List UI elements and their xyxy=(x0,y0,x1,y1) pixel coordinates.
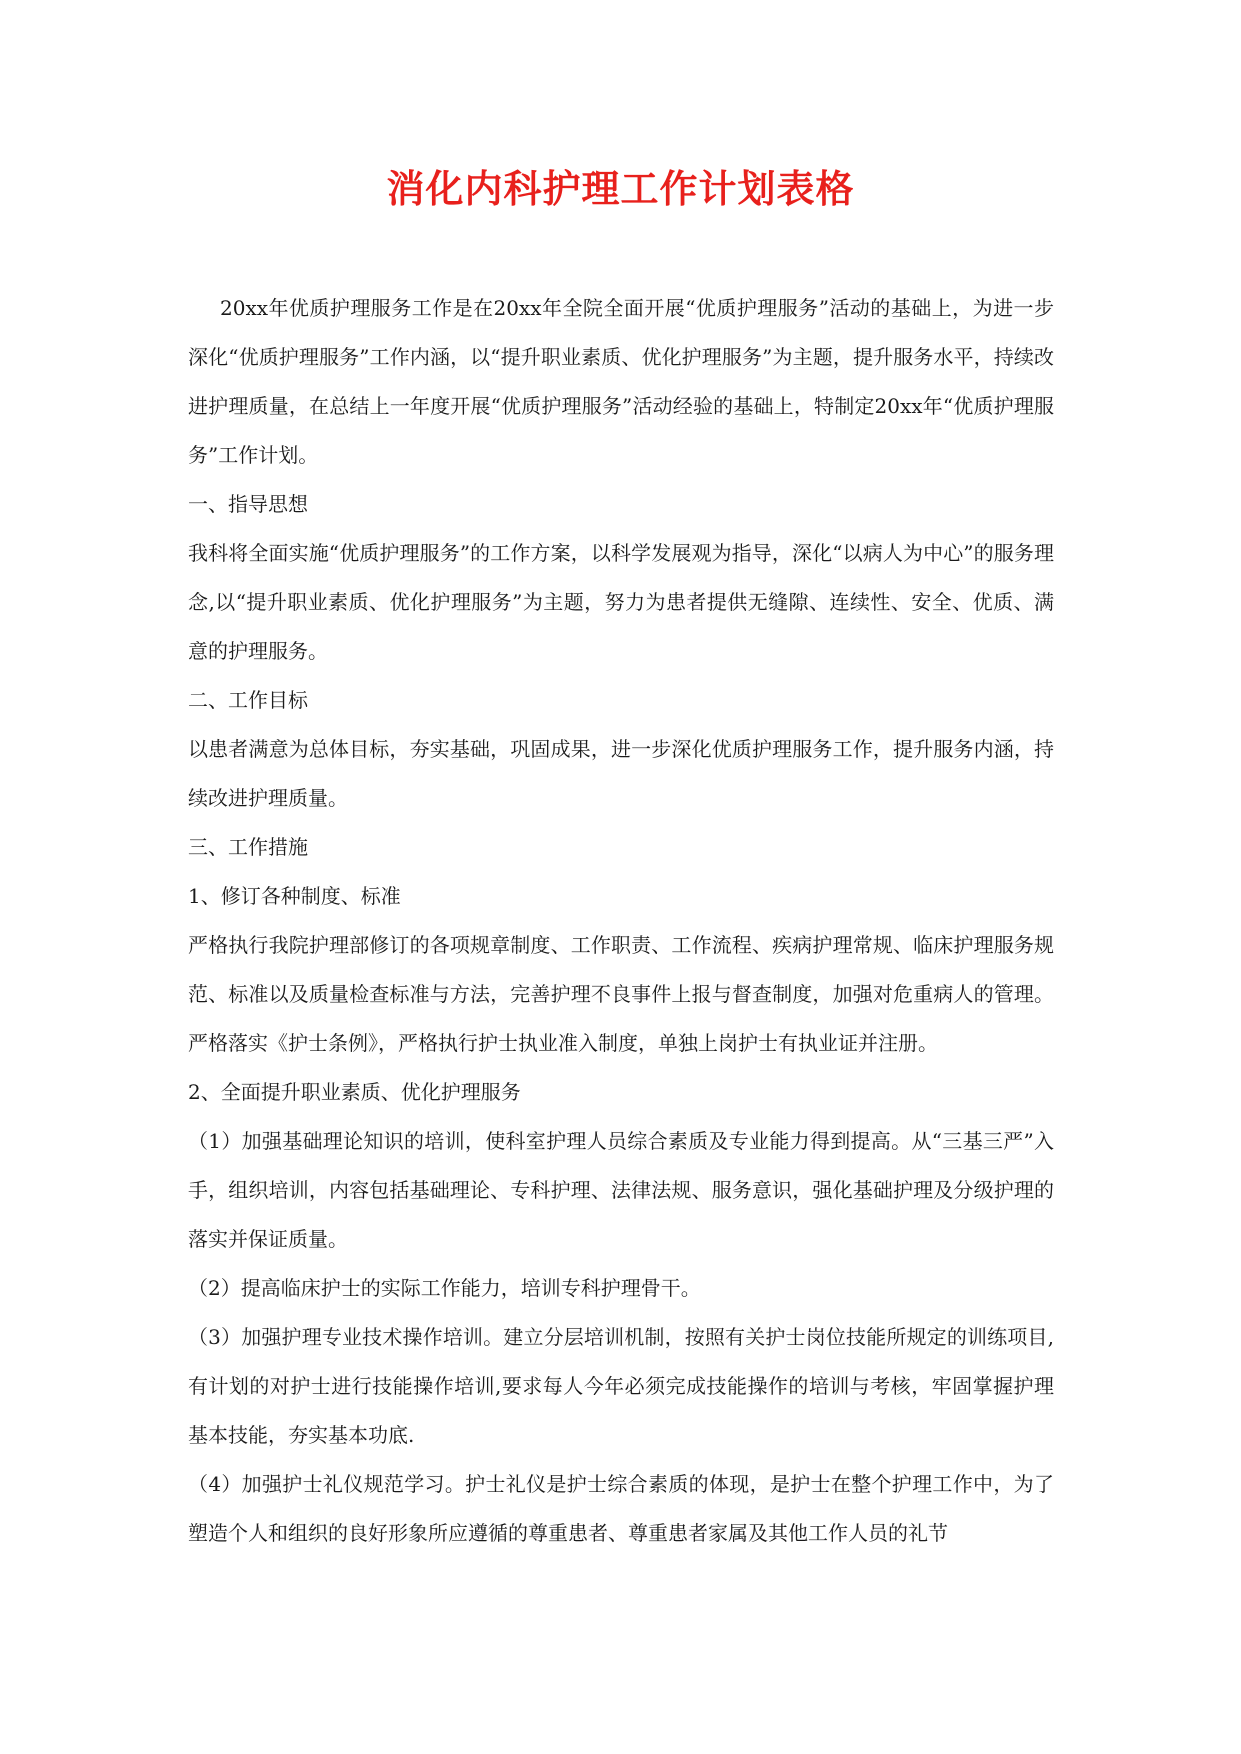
measure-heading-revise-systems: 1、修订各种制度、标准 xyxy=(188,884,401,908)
section-heading-guiding-ideology: 一、指导思想 xyxy=(188,492,308,516)
document-body xyxy=(188,284,1054,1558)
document-title: 消化内科护理工作计划表格 xyxy=(386,166,855,211)
list-item: （3）加强护理专业技术操作培训。建立分层培训机制，按照有关护士岗位技能所规定的训练项目,有计划的对护士进行技能操作培训,要求每人今年必须完成技能操作的培训与考核，牢固掌握护理基本技能，夯实基本功底. xyxy=(188,1325,1054,1447)
section-heading-work-goals: 二、工作目标 xyxy=(188,688,308,712)
list-item: （1）加强基础理论知识的培训，使科室护理人员综合素质及专业能力得到提高。从“三基三严”入手，组织培训，内容包括基础理论、专科护理、法律法规、服务意识，强化基础护理及分级护理的落实并保证质量。 xyxy=(188,1129,1054,1251)
section-text-work-goals: 以患者满意为总体目标，夯实基础，巩固成果，进一步深化优质护理服务工作，提升服务内涵，持续改进护理质量。 xyxy=(188,737,1054,810)
list-item: （2）提高临床护士的实际工作能力，培训专科护理骨干。 xyxy=(188,1276,701,1300)
measure-text-revise-systems: 严格执行我院护理部修订的各项规章制度、工作职责、工作流程、疾病护理常规、临床护理服务规范、标准以及质量检查标准与方法，完善护理不良事件上报与督查制度，加强对危重病人的管理。严格落实《护士条例》，严格执行护士执业准入制度，单独上岗护士有执业证并注册。 xyxy=(188,933,1054,1055)
section-heading-work-measures: 三、工作措施 xyxy=(188,835,308,859)
measure-heading-improve-quality: 2、全面提升职业素质、优化护理服务 xyxy=(188,1080,521,1104)
list-item: （4）加强护士礼仪规范学习。护士礼仪是护士综合素质的体现，是护士在整个护理工作中，为了塑造个人和组织的良好形象所应遵循的尊重患者、尊重患者家属及其他工作人员的礼节 xyxy=(188,1472,1054,1545)
intro-paragraph: 20xx年优质护理服务工作是在20xx年全院全面开展“优质护理服务”活动的基础上，为进一步深化“优质护理服务”工作内涵，以“提升职业素质、优化护理服务”为主题，提升服务水平，持续改进护理质量，在总结上一年度开展“优质护理服务”活动经验的基础上，特制定20xx年“优质护理服务”工作计划。 xyxy=(188,296,1054,467)
section-text-guiding-ideology: 我科将全面实施“优质护理服务”的工作方案，以科学发展观为指导，深化“以病人为中心”的服务理念,以“提升职业素质、优化护理服务”为主题，努力为患者提供无缝隙、连续性、安全、优质、满意的护理服务。 xyxy=(188,541,1054,663)
